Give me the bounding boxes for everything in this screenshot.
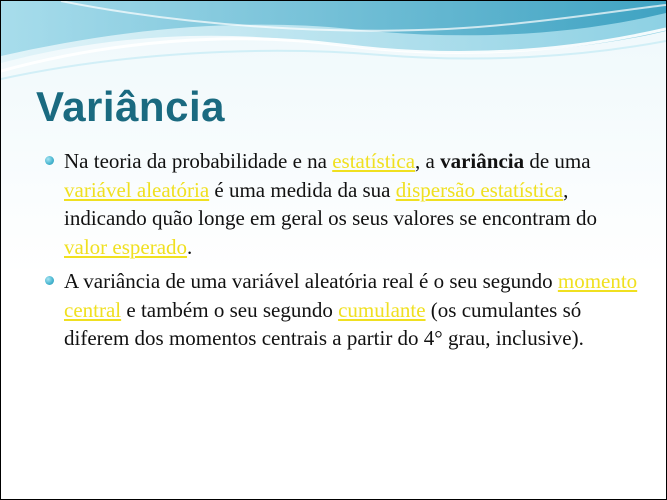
- slide-title: Variância: [36, 83, 225, 130]
- link-valor-esperado[interactable]: valor esperado: [64, 234, 188, 259]
- bullet-dot-icon: [45, 156, 54, 165]
- bullet-list: [45, 147, 640, 359]
- bullet-text: de uma: [524, 149, 591, 173]
- bullet-text: , a: [415, 149, 441, 173]
- bullet-text: A variância de uma variável aleatória real é o seu segundo: [64, 269, 558, 293]
- link-cumulante[interactable]: cumulante: [338, 297, 426, 322]
- header-wave-decoration: [1, 1, 666, 81]
- bullet-text: Na teoria da probabilidade e na: [64, 149, 333, 173]
- bullet-text: .: [187, 234, 193, 259]
- bullet-item-definition: [45, 147, 640, 261]
- bold-term-variancia: variância: [440, 149, 525, 173]
- bullet-text: e também o seu segundo: [121, 297, 339, 322]
- link-variavel-aleatoria[interactable]: variável aleatória: [64, 177, 210, 202]
- bullet-text: (os cumulantes só diferem dos momentos centrais a partir do 4° grau, inclusive).: [64, 297, 584, 350]
- link-momento-central[interactable]: momento central: [64, 269, 638, 322]
- bullet-text: , indicando quão longe em geral os seus valores se encontram do: [64, 177, 598, 230]
- bullet-text: é uma medida da sua: [209, 177, 396, 202]
- link-dispersao-estatistica[interactable]: dispersão estatística: [395, 177, 564, 202]
- bullet-item-moment: [45, 267, 640, 353]
- link-estatistica[interactable]: estatística: [332, 149, 416, 173]
- bullet-dot-icon: [45, 276, 54, 285]
